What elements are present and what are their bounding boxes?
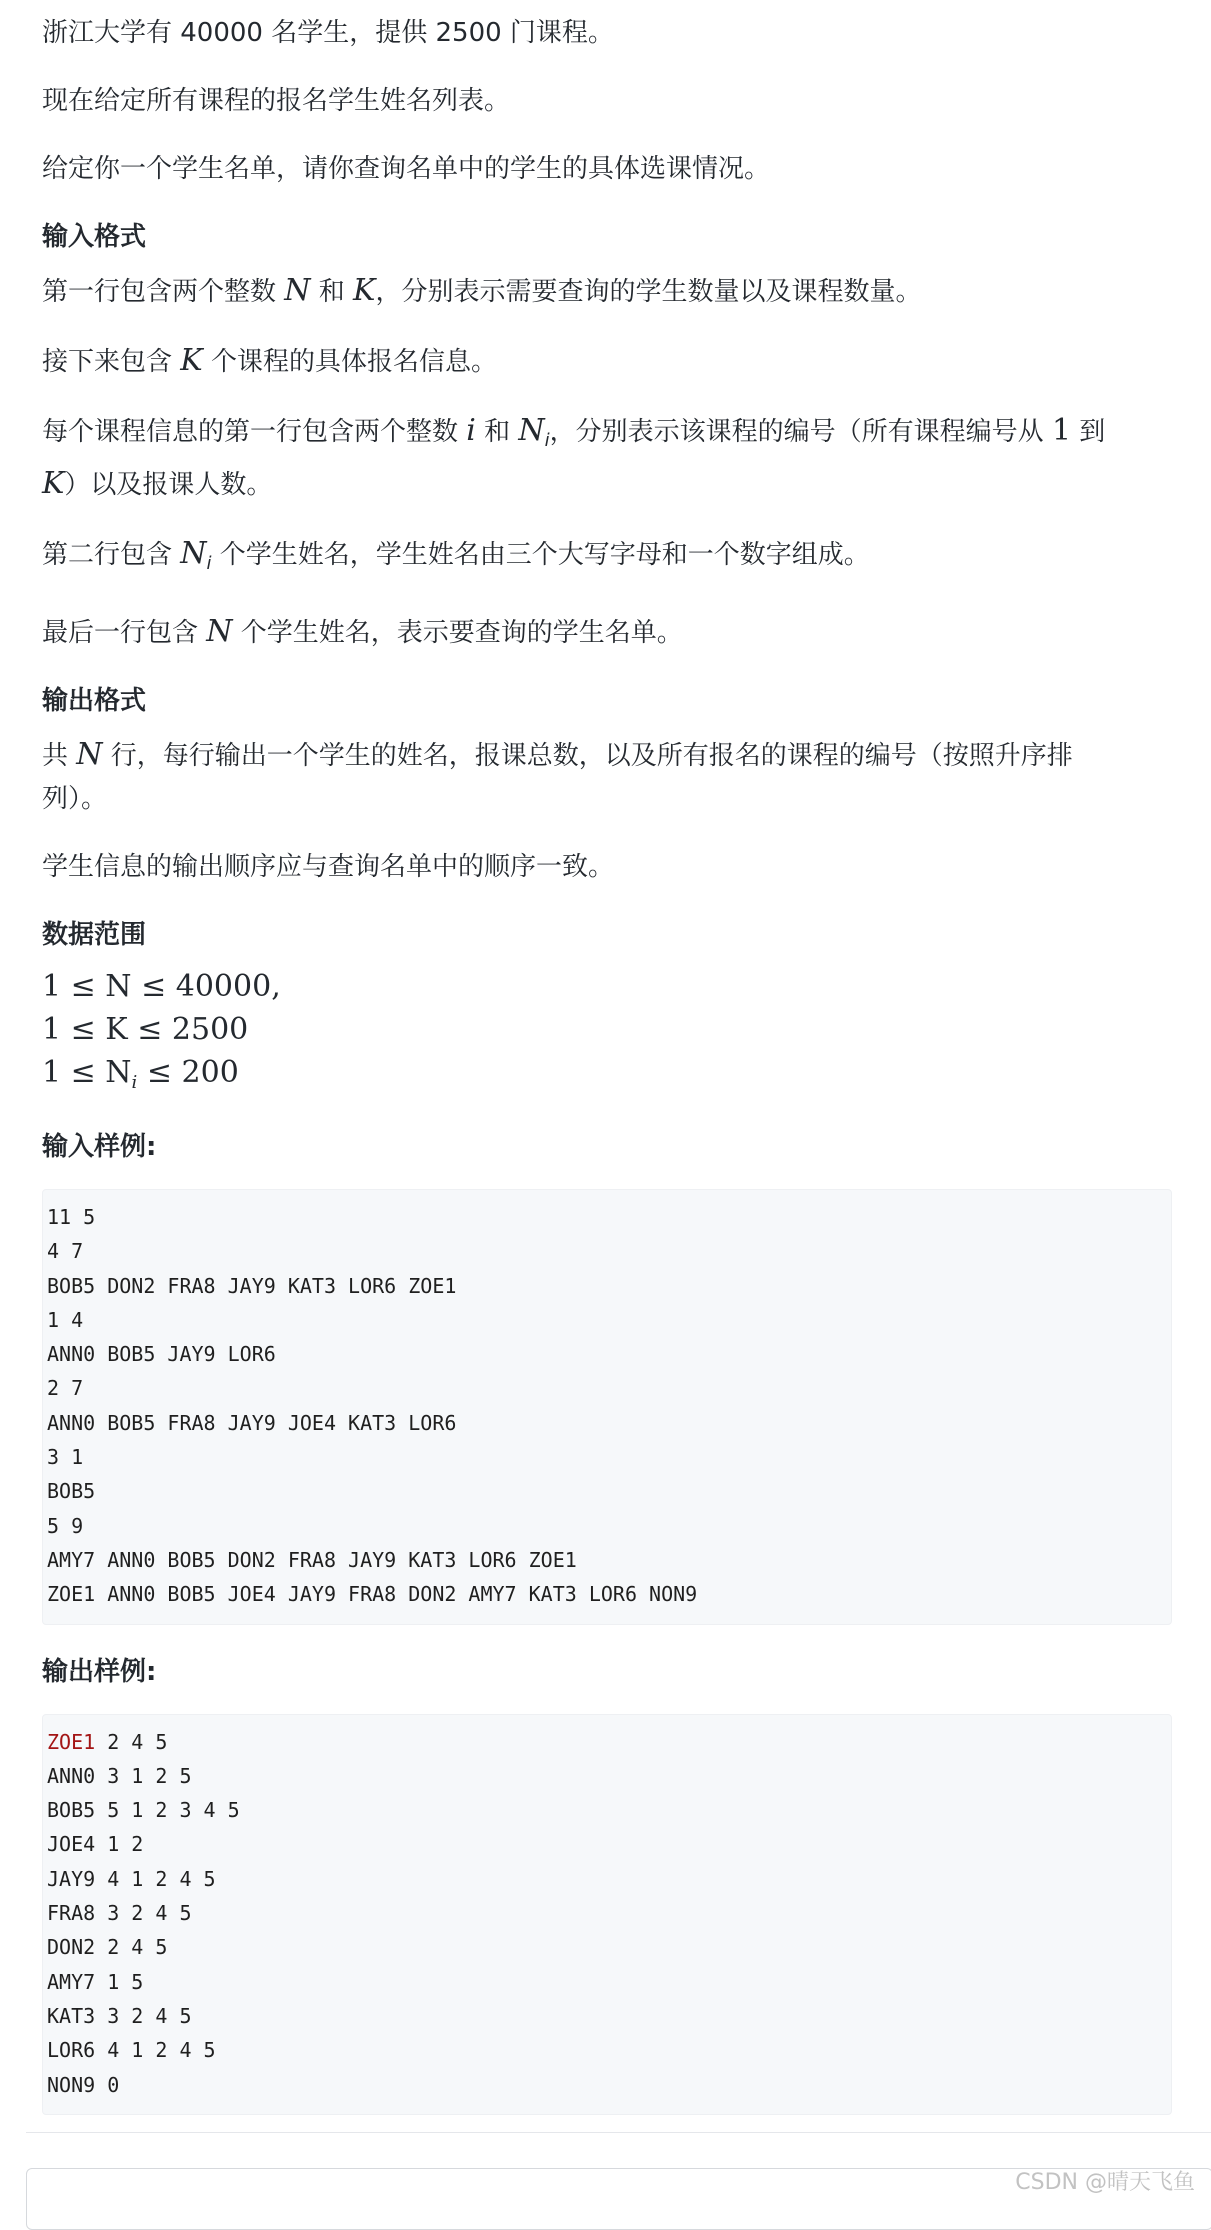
output-format-line-2: 学生信息的输出顺序应与查询名单中的顺序一致。 (42, 852, 615, 882)
output-format-heading: 输出格式 (42, 686, 147, 716)
section-divider (26, 2132, 1211, 2133)
intro-line-1: 浙江大学有 40000 名学生，提供 2500 门课程。 (42, 18, 614, 48)
data-range-line-3: $1 \le N_i \le 200$ (42, 1055, 239, 1093)
sample-output-heading: 输出样例: (42, 1656, 157, 1687)
data-range-line-1: 1 ≤ N ≤ 40000, (42, 969, 281, 1004)
output-format-line-1: 共 N 行，每行输出一个学生的姓名，报课总数，以及所有报名的课程的编号（按照升序排 列）。 (42, 737, 1073, 814)
sample-input-code: 11 5 4 7 BOB5 DON2 FRA8 JAY9 KAT3 LOR6 ZOE1 1 4 ANN0 BOB5 JAY9 LOR6 2 7 ANN0 BOB5 FRA8 JAY9 JOE4 KAT3 LOR6 3 1 BOB5 5 9 AMY7 ANN0 BOB5 DON2 FRA8 JAY9 KAT3 LOR6 ZOE1 ZOE1 ANN0 BOB5 JOE4 JAY9 FRA8 DON2 AMY7 KAT3 LOR6 NON9 (42, 1189, 1172, 1625)
input-format-line-2: 接下来包含 K 个课程的具体报名信息。 (42, 343, 497, 378)
sample-output-code (42, 1714, 1172, 2115)
highlighted-student-name: ZOE1 (47, 1729, 96, 1754)
remaining-output-lines: ANN0 3 1 2 5 BOB5 5 1 2 3 4 5 JOE4 1 2 JAY9 4 1 2 4 5 FRA8 3 2 4 5 DON2 2 4 5 AMY7 1 5 KAT3 3 2 4 5 LOR6 4 1 2 4 5 NON9 0 (47, 1763, 240, 2097)
input-format-line-4: 第二行包含 $N_i$ 个学生姓名，学生姓名由三个大写字母和一个数字组成。 (42, 536, 870, 574)
data-range-line-2: 1 ≤ K ≤ 2500 (42, 1012, 249, 1047)
input-format-line-5: 最后一行包含 N 个学生姓名，表示要查询的学生名单。 (42, 614, 683, 649)
first-output-line-rest: 2 4 5 (95, 1729, 168, 1754)
problem-content (42, 0, 1172, 2115)
intro-line-2: 现在给定所有课程的报名学生姓名列表。 (42, 86, 511, 116)
csdn-watermark: CSDN @晴天飞鱼 (1015, 2170, 1195, 2195)
input-format-heading: 输入格式 (42, 222, 147, 252)
input-format-line-1: 第一行包含两个整数 N 和 K，分别表示需要查询的学生数量以及课程数量。 (42, 273, 922, 308)
intro-line-3: 给定你一个学生名单，请你查询名单中的学生的具体选课情况。 (42, 154, 771, 184)
sample-input-heading: 输入样例: (42, 1132, 157, 1162)
input-format-line-3: 每个课程信息的第一行包含两个整数 i 和 $N_i$，分别表示该课程的编号（所有课程编号从 1 到 K）以及报课人数。 (42, 413, 1106, 501)
data-range-heading: 数据范围 (42, 920, 147, 950)
